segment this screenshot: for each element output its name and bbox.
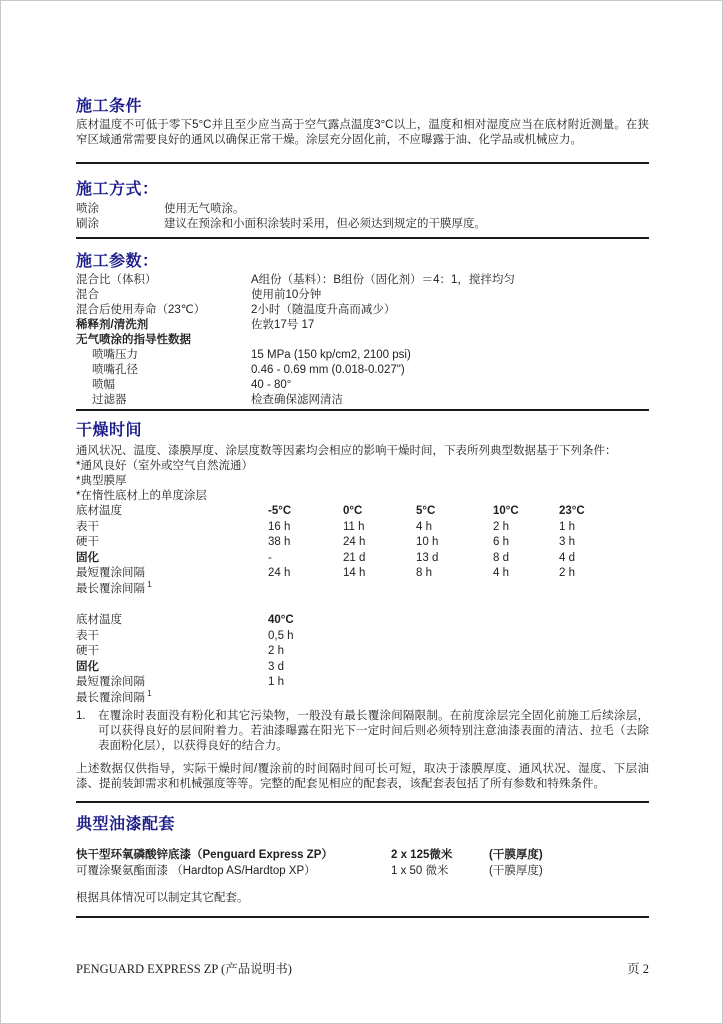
row-value: 检查确保滤网清洁 — [251, 394, 343, 406]
table-row-label: 硬干 — [76, 645, 99, 657]
paint-system-row — [76, 864, 649, 880]
row-label: 刷涂 — [76, 218, 99, 230]
row-value: 0.46 - 0.69 mm (0.018-0.027") — [251, 364, 405, 376]
row-value: 使用无气喷涂。 — [164, 203, 245, 215]
kv-row — [76, 378, 649, 393]
table-row-label: 表干 — [76, 629, 99, 642]
kv-row — [76, 303, 649, 318]
drying-table-low-temp — [76, 504, 649, 597]
kv-row — [76, 217, 649, 232]
paint-system-row — [76, 848, 649, 864]
table-cell: 4 h — [493, 567, 509, 579]
row-label: 喷嘴孔径 — [92, 364, 138, 376]
table-cell: 3 d — [268, 660, 284, 673]
application-methods-rows — [76, 202, 649, 232]
table-row — [76, 566, 649, 582]
table-row — [76, 551, 649, 567]
table-header-cell: 5°C — [416, 505, 436, 517]
row-value: 使用前10分钟 — [251, 289, 322, 301]
table-header-cell: 0°C — [343, 505, 363, 517]
row-label: 混合比（体积） — [76, 274, 157, 286]
section-title-drying-time: 干燥时间 — [76, 422, 143, 439]
table-cell: 38 h — [268, 536, 291, 548]
section-title-application-methods: 施工方式： — [76, 181, 159, 198]
table-cell: 24 h — [268, 567, 291, 579]
table-cell: 2 h — [559, 567, 575, 579]
table-header-label: 底材温度 — [76, 614, 122, 626]
table-cell: 1 h — [559, 520, 575, 533]
drying-footnote — [76, 709, 649, 755]
paint-system-rows — [76, 848, 649, 879]
row-label: 过滤器 — [92, 394, 127, 406]
table-row-label: 固化 — [76, 551, 99, 564]
row-label: 喷幅 — [92, 379, 115, 391]
section-title-application-conditions: 施工条件 — [76, 98, 143, 115]
table-header-cell: -5°C — [268, 505, 292, 517]
table-cell: 2 h — [493, 520, 509, 533]
kv-row — [76, 393, 649, 408]
table-row — [76, 629, 649, 645]
drying-table-40c — [76, 613, 649, 706]
table-cell — [268, 691, 649, 707]
kv-row — [76, 363, 649, 378]
table-cell: 3 h — [559, 536, 575, 548]
table-row — [76, 660, 649, 676]
paint-name: 可覆涂聚氨酯面漆 （Hardtop AS/Hardtop XP） — [76, 864, 316, 877]
table-row — [76, 688, 649, 707]
section-divider — [76, 162, 649, 164]
section-divider — [76, 801, 649, 803]
kv-row — [76, 333, 649, 348]
table-header-row — [76, 504, 649, 520]
table-cell: 2 h — [268, 645, 284, 657]
table-cell: 14 h — [343, 567, 366, 579]
condition-line: *典型膜厚 — [76, 475, 127, 487]
table-header-cell: 40°C — [268, 614, 294, 626]
footer-product-name: PENGUARD EXPRESS ZP (产品说明书) — [76, 962, 292, 976]
table-cell — [416, 582, 493, 598]
paint-name: 快干型环氧磷酸锌底漆（Penguard Express ZP） — [76, 849, 333, 861]
table-cell: 8 d — [493, 551, 509, 564]
table-cell: - — [268, 551, 272, 564]
table-cell — [559, 582, 649, 598]
drying-conditions-list — [76, 459, 649, 504]
table-row — [76, 675, 649, 691]
section-title-application-parameters: 施工参数： — [76, 253, 159, 270]
section-title-paint-system: 典型油漆配套 — [76, 816, 176, 833]
table-header-cell: 23°C — [559, 505, 585, 517]
section-divider — [76, 409, 649, 411]
table-row — [76, 644, 649, 660]
table-cell: 16 h — [268, 520, 291, 533]
row-label: 混合 — [76, 289, 99, 301]
kv-row — [76, 348, 649, 363]
table-row — [76, 520, 649, 536]
table-row-label: 最短覆涂间隔 — [76, 567, 145, 579]
row-value — [251, 333, 649, 348]
drying-guidance-note: 上述数据仅供指导，实际干燥时间/覆涂前的时间隔时间可长可短，取决于漆膜厚度、通风状况、湿度、下层油漆、提前装卸需求和机械强度等等。完整的配套见相应的配套表，该配套表包括了所有参数和特殊条件。 — [76, 763, 649, 790]
application-parameters-rows — [76, 273, 649, 408]
table-header-cell: 10°C — [493, 505, 519, 517]
table-cell: 4 h — [416, 520, 432, 533]
row-value: 15 MPa (150 kp/cm2, 2100 psi) — [251, 349, 411, 361]
paint-thickness: 1 x 50 微米 — [391, 864, 449, 877]
kv-row — [76, 318, 649, 333]
table-cell: 24 h — [343, 536, 366, 548]
kv-row — [76, 273, 649, 288]
row-label: 喷涂 — [76, 203, 99, 215]
table-row-label: 硬干 — [76, 536, 99, 548]
footer-page-number: 页 2 — [627, 962, 649, 976]
table-cell — [343, 582, 416, 598]
paint-system-note: 根据具体情况可以制定其它配套。 — [76, 892, 249, 904]
footnote-number: 1. — [76, 710, 86, 722]
kv-row — [76, 202, 649, 217]
row-label: 混合后使用寿命（23℃） — [76, 304, 206, 316]
row-value: A组份（基料）：B组份（固化剂）＝4：1，搅拌均匀 — [251, 274, 515, 286]
condition-line: *在惰性底材上的单度涂层 — [76, 490, 207, 502]
table-row-label: 最短覆涂间隔 — [76, 676, 145, 688]
row-label: 无气喷涂的指导性数据 — [76, 334, 191, 346]
table-cell: 13 d — [416, 551, 439, 564]
table-cell: 11 h — [343, 520, 365, 533]
table-cell — [268, 582, 343, 598]
row-value: 40 - 80° — [251, 379, 292, 391]
table-row — [76, 535, 649, 551]
paint-thickness: 2 x 125微米 — [391, 849, 453, 861]
row-label: 稀释剂/清洗剂 — [76, 319, 149, 331]
table-row-label: 固化 — [76, 660, 99, 673]
table-cell: 1 h — [268, 676, 284, 688]
table-cell: 4 d — [559, 551, 575, 564]
table-header-row — [76, 613, 649, 629]
row-label: 喷嘴压力 — [92, 349, 138, 361]
table-cell — [493, 582, 559, 598]
table-row-label: 最长覆涂间隔 $^1$ — [76, 579, 152, 595]
table-row-label: 表干 — [76, 520, 99, 533]
table-cell: 6 h — [493, 536, 509, 548]
kv-row — [76, 288, 649, 303]
page-footer — [76, 959, 649, 977]
table-cell: 0,5 h — [268, 629, 294, 642]
row-value: 佐敦17号 17 — [251, 319, 315, 331]
section-divider — [76, 237, 649, 239]
table-header-label: 底材温度 — [76, 505, 122, 517]
condition-line: *通风良好（室外或空气自然流通） — [76, 460, 253, 472]
table-cell: 10 h — [416, 536, 439, 548]
row-value: 2小时（随温度升高而减少） — [251, 304, 396, 316]
footnote-text: 在覆涂时表面没有粉化和其它污染物，一般没有最长覆涂间隔限制。在前度涂层完全固化前施工后续涂层，可以获得良好的层间附着力。若油漆曝露在阳光下一定时间后则必须特别注意油漆表面的清洁、拉毛（去除表面粉化层），以获得良好的结合力。 — [98, 710, 649, 753]
table-cell: 21 d — [343, 551, 366, 564]
drying-time-intro: 通风状况、温度、漆膜厚度、涂层度数等因素均会相应的影响干燥时间，下表所列典型数据基于下列条件： — [76, 445, 617, 457]
table-cell: 8 h — [416, 567, 432, 579]
row-value: 建议在预涂和小面积涂装时采用，但必须达到规定的干膜厚度。 — [164, 218, 486, 230]
table-row-label: 最长覆涂间隔 $^1$ — [76, 688, 152, 704]
paint-thickness-note: (干膜厚度) — [489, 849, 543, 861]
table-row — [76, 579, 649, 598]
paint-thickness-note: (干膜厚度) — [489, 864, 543, 877]
application-conditions-text: 底材温度不可低于零下5°C并且至少应当高于空气露点温度3°C以上，温度和相对湿度应当在底材附近测量。在狭窄区域通常需要良好的通风以确保正常干燥。涂层充分固化前，不应曝露于油、化学品或机械应力。 — [76, 119, 649, 146]
section-divider — [76, 916, 649, 918]
